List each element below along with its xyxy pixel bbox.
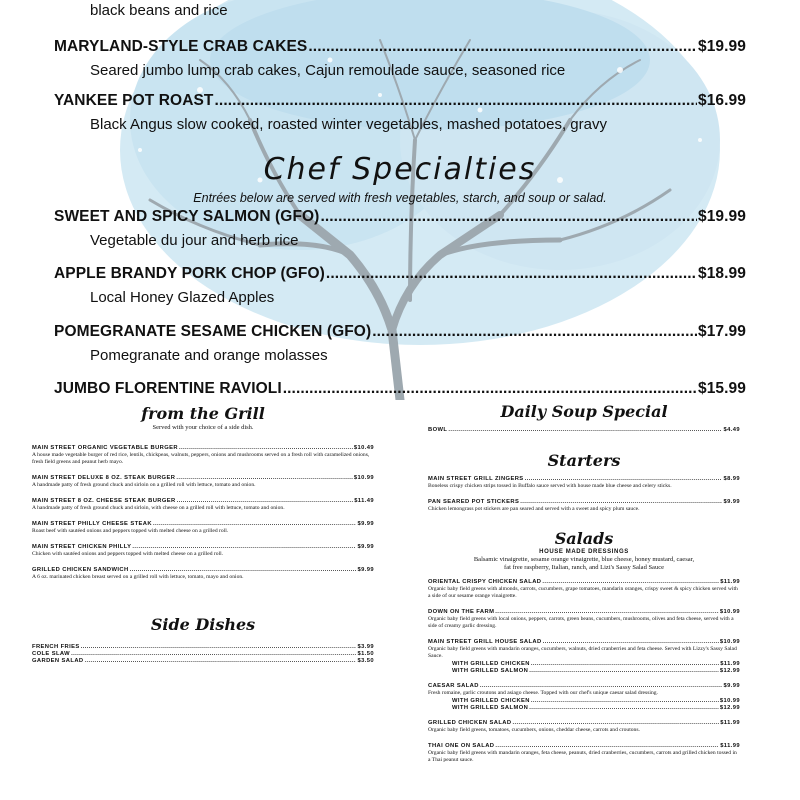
- leader-dots: [215, 92, 697, 110]
- item-name: BOWL: [428, 427, 448, 433]
- item-name: COLE SLAW: [32, 651, 71, 657]
- leader-dots: [320, 208, 697, 226]
- item-name: YANKEE POT ROAST: [54, 92, 214, 109]
- item-price: $1.50: [357, 651, 374, 657]
- menu-item: [32, 651, 374, 657]
- item-price: $10.99: [719, 639, 740, 645]
- item-price: $17.99: [697, 323, 746, 340]
- menu-item: [32, 644, 374, 650]
- menu-item: [428, 427, 740, 433]
- leader-dots: [326, 265, 697, 283]
- menu-item-pot-roast: [54, 92, 746, 133]
- item-name: WITH GRILLED CHICKEN: [452, 661, 530, 667]
- item-name: MAIN STREET CHICKEN PHILLY: [32, 544, 132, 550]
- section-title: Starters: [547, 451, 621, 470]
- item-price: $19.99: [697, 208, 746, 225]
- menu-item: [32, 475, 374, 489]
- item-price: $15.99: [697, 380, 746, 397]
- leader-dots: [308, 38, 697, 56]
- menu-item-ravioli: [54, 380, 746, 398]
- item-description: Chicken with sautéed onions and peppers topped with melted cheese on a grilled roll.: [32, 551, 224, 557]
- item-price: $4.49: [723, 427, 740, 433]
- section-title: Daily Soup Special: [500, 402, 668, 421]
- item-description: A handmade patty of fresh ground chuck and sirloin, with cheese on a grilled roll with lettuce, tomato and onion.: [32, 505, 285, 511]
- item-name: GRILLED CHICKEN SALAD: [428, 720, 512, 726]
- item-price: $11.99: [720, 579, 740, 585]
- menu-item-crab-cakes: [54, 38, 746, 79]
- item-name: MAIN STREET DELUXE 8 OZ. STEAK BURGER: [32, 475, 176, 481]
- item-price: $16.99: [697, 92, 746, 109]
- item-name: JUMBO FLORENTINE RAVIOLI: [54, 380, 282, 397]
- item-price: $11.99: [720, 743, 740, 749]
- item-name: CAESAR SALAD: [428, 683, 479, 689]
- section-subtitle: Entrées below are served with fresh vegetables, starch, and soup or salad.: [193, 191, 607, 205]
- item-description: A 6 oz. marinated chicken breast served on a grilled roll with lettuce, tomato, mayo and onion.: [32, 574, 244, 580]
- item-price: $9.99: [357, 567, 374, 573]
- menu-item: [428, 720, 740, 734]
- menu-item: [428, 639, 740, 674]
- item-price: $10.99: [719, 698, 740, 704]
- item-price: $10.99: [353, 475, 374, 481]
- item-name: DOWN ON THE FARM: [428, 609, 495, 615]
- item-description: Boneless crispy chicken strips tossed in Buffalo sauce served with house made blue cheese and celery sticks.: [428, 483, 672, 489]
- dressings-list: fat free raspberry, Italian, ranch, and Lizi's Sassy Salad Sauce: [504, 564, 664, 571]
- add-on-row: [452, 698, 740, 704]
- menu-item-pork-chop: [54, 265, 746, 306]
- menu-item: [428, 683, 740, 711]
- menu-item: [428, 609, 740, 630]
- item-description: Chicken lemongrass pot stickers are pan seared and served with a sweet and spicy plum sauce.: [428, 506, 640, 512]
- item-description: Organic baby field greens with mandarin oranges, cucumbers, walnuts, dried cranberries and feta cheese. Served with Lizzy's Sassy Salad Sauce.: [428, 646, 737, 659]
- leader-dots: [372, 323, 697, 341]
- item-description: A handmade patty of fresh ground chuck and sirloin on a grilled roll with lettuce, tomato and onion.: [32, 482, 256, 488]
- item-name: WITH GRILLED SALMON: [452, 668, 529, 674]
- item-name: MARYLAND-STYLE CRAB CAKES: [54, 38, 308, 55]
- item-price: $8.99: [723, 476, 740, 482]
- leader-dots: [283, 380, 697, 398]
- item-price: $9.99: [723, 683, 740, 689]
- item-description: Organic baby field greens with almonds, carrots, cucumbers, grape tomatoes, mandarin oranges, crispy sweet & spicy chicken served with a side of our sesame orange vinaigrette.: [428, 586, 738, 599]
- item-name: WITH GRILLED CHICKEN: [452, 698, 530, 704]
- item-name: MAIN STREET ORGANIC VEGETABLE BURGER: [32, 445, 179, 451]
- item-name: THAI ONE ON SALAD: [428, 743, 495, 749]
- section-note: Served with your choice of a side dish.: [152, 424, 254, 431]
- item-price: $10.49: [353, 445, 374, 451]
- item-name: WITH GRILLED SALMON: [452, 705, 529, 711]
- item-price: $9.99: [357, 544, 374, 550]
- item-description: black beans and rice: [90, 2, 228, 19]
- item-price: $3.50: [357, 658, 374, 664]
- item-price: $3.99: [357, 644, 374, 650]
- item-name: FRENCH FRIES: [32, 644, 80, 650]
- item-price: $11.99: [720, 661, 740, 667]
- section-title: Salads: [554, 529, 614, 548]
- item-description: Pomegranate and orange molasses: [90, 347, 328, 364]
- section-title: Side Dishes: [150, 615, 256, 634]
- item-description: Fresh romaine, garlic croutons and asiago cheese. Topped with our chef's unique caesar salad dressing.: [428, 690, 658, 696]
- menu-item: [428, 476, 740, 490]
- item-name: MAIN STREET PHILLY CHEESE STEAK: [32, 521, 152, 527]
- item-description: Organic baby field greens with local onions, peppers, carrots, green beans, cucumbers, mushrooms, olives and feta cheese, served with a side of creamy garlic dressing.: [428, 616, 734, 629]
- item-price: $12.99: [719, 668, 740, 674]
- item-name: MAIN STREET GRILL HOUSE SALAD: [428, 639, 542, 645]
- item-price: $10.99: [719, 609, 740, 615]
- item-name: APPLE BRANDY PORK CHOP (GFO): [54, 265, 325, 282]
- add-on-row: [452, 705, 740, 711]
- item-description: Local Honey Glazed Apples: [90, 289, 275, 306]
- item-description: Black Angus slow cooked, roasted winter vegetables, mashed potatoes, gravy: [90, 116, 607, 133]
- menu-item: [32, 544, 374, 558]
- menu-item-sesame-chicken: [54, 323, 746, 364]
- menu-item: [428, 499, 740, 513]
- item-price: $18.99: [697, 265, 746, 282]
- item-price: $9.99: [723, 499, 740, 505]
- item-name: ORIENTAL CRISPY CHICKEN SALAD: [428, 579, 542, 585]
- item-description: A house made vegetable burger of red rice, lentils, chickpeas, walnuts, peppers, onions and mushrooms served on a fresh roll with caramelized onions, fresh field greens and peanut herb mayo.: [32, 452, 370, 465]
- item-name: MAIN STREET 8 OZ. CHEESE STEAK BURGER: [32, 498, 176, 504]
- item-name: SWEET AND SPICY SALMON (GFO): [54, 208, 320, 225]
- item-description: Roast beef with sautéed onions and peppers topped with melted cheese on a grilled roll.: [32, 528, 229, 534]
- menu-item: [32, 445, 374, 466]
- menu-item: [32, 498, 374, 512]
- item-price: $11.99: [720, 720, 740, 726]
- item-name: GARDEN SALAD: [32, 658, 84, 664]
- item-price: $19.99: [697, 38, 746, 55]
- menu-item: [428, 743, 740, 764]
- section-title: from the Grill: [141, 404, 265, 423]
- menu-item: [428, 579, 740, 600]
- section-title: Chef Specialties: [263, 152, 537, 187]
- dressings-list: Balsamic vinaigrette, sesame orange vinaigrette, blue cheese, honey mustard, caesar,: [473, 556, 695, 563]
- add-on-row: [452, 661, 740, 667]
- item-price: $9.99: [357, 521, 374, 527]
- right-column: [428, 400, 740, 764]
- item-name: MAIN STREET GRILL ZINGERS: [428, 476, 524, 482]
- menu-item-salmon: [54, 208, 746, 249]
- item-price: $12.99: [719, 705, 740, 711]
- menu-item: [32, 567, 374, 581]
- item-description: Seared jumbo lump crab cakes, Cajun remoulade sauce, seasoned rice: [90, 62, 566, 79]
- menu-item: [32, 658, 374, 664]
- item-price: $11.49: [354, 498, 374, 504]
- menu-item: [32, 521, 374, 535]
- item-description: Organic baby field greens, tomatoes, cucumbers, onions, cheddar cheese, carrots and croutons.: [428, 727, 640, 733]
- dressings-heading: HOUSE MADE DRESSINGS: [539, 549, 629, 555]
- item-description: Vegetable du jour and herb rice: [90, 232, 299, 249]
- left-column: [32, 400, 374, 664]
- add-on-row: [452, 668, 740, 674]
- item-name: POMEGRANATE SESAME CHICKEN (GFO): [54, 323, 372, 340]
- item-description: Organic baby field greens with mandarin oranges, feta cheese, peanuts, dried cranberries, cucumbers, carrots and grilled chicken tossed in a Thai peanut sauce.: [428, 750, 737, 763]
- item-name: GRILLED CHICKEN SANDWICH: [32, 567, 129, 573]
- item-name: PAN SEARED POT STICKERS: [428, 499, 520, 505]
